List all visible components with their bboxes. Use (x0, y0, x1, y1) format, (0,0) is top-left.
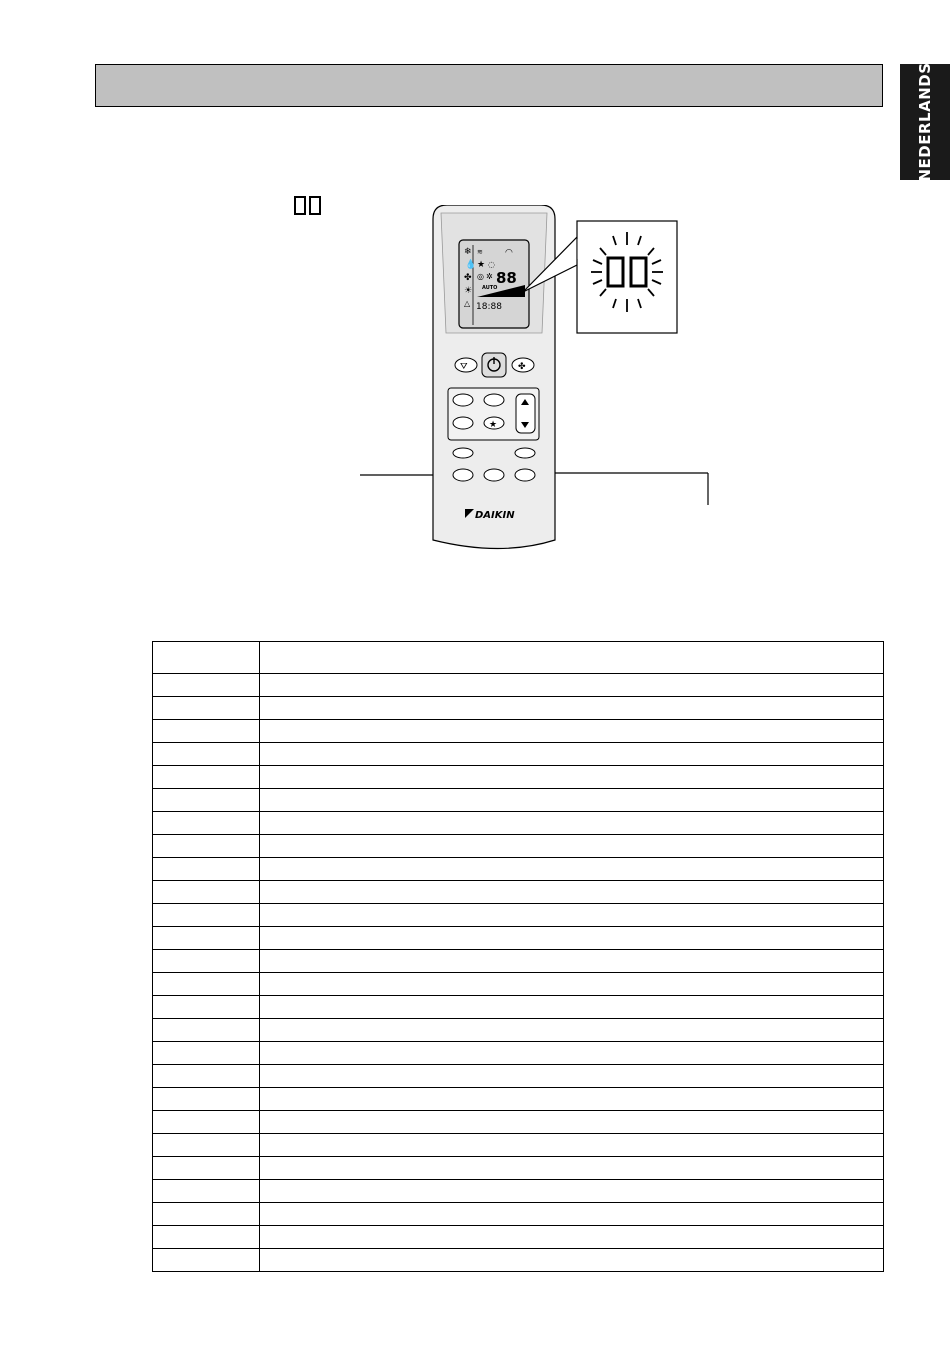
table-row (153, 697, 884, 720)
table-cell-description (260, 812, 884, 835)
table-row (153, 766, 884, 789)
table-row (153, 674, 884, 697)
lower-button-right (515, 448, 535, 458)
panel-button-1 (453, 394, 473, 406)
table-cell-code (153, 927, 260, 950)
section-header-bar (95, 64, 883, 107)
table-cell-code (153, 674, 260, 697)
table-cell-description (260, 1249, 884, 1272)
star-icon: ★ (489, 420, 498, 430)
remote-control-illustration (355, 205, 715, 555)
table-cell-code (153, 1111, 260, 1134)
lcd-temperature: 88 (496, 269, 517, 287)
table-cell-code (153, 1065, 260, 1088)
panel-button-3 (453, 417, 473, 429)
table-cell-code (153, 858, 260, 881)
table-cell-code (153, 1042, 260, 1065)
lcd-sun-icon: ☀ (464, 286, 473, 296)
error-codes-table (152, 641, 884, 1272)
table-cell-code (153, 904, 260, 927)
bottom-button-middle (484, 469, 504, 481)
table-cell-description (260, 950, 884, 973)
table-cell-code (153, 1226, 260, 1249)
table-cell-code (153, 1203, 260, 1226)
table-cell-description (260, 1203, 884, 1226)
seven-segment-00-icon (293, 195, 323, 217)
table-cell-code (153, 789, 260, 812)
table-cell-description (260, 1226, 884, 1249)
table-cell-description (260, 858, 884, 881)
bottom-button-right (515, 469, 535, 481)
table-row (153, 858, 884, 881)
language-label: NEDERLANDS (916, 62, 934, 182)
table-row (153, 1019, 884, 1042)
table-row (153, 1249, 884, 1272)
table-cell-description (260, 835, 884, 858)
lcd-drop-icon: 💧 (465, 260, 477, 270)
table-row (153, 1065, 884, 1088)
lcd-drop-outline-icon: ◌ (488, 260, 495, 269)
lcd-swing-icon: ≋ (477, 248, 483, 256)
table-row (153, 835, 884, 858)
lcd-star-icon: ★ (477, 260, 486, 270)
table-cell-description (260, 1157, 884, 1180)
table-row (153, 1203, 884, 1226)
table-cell-code (153, 1134, 260, 1157)
lcd-auto-label: AUTO (482, 285, 498, 291)
table-cell-code (153, 720, 260, 743)
table-cell-description (260, 1065, 884, 1088)
table-cell-description (260, 996, 884, 1019)
table-cell-description (260, 674, 884, 697)
table-cell-code (153, 1019, 260, 1042)
table-cell-description (260, 1111, 884, 1134)
language-tab (900, 64, 950, 180)
table-row (153, 1226, 884, 1249)
table-cell-description (260, 789, 884, 812)
bottom-button-left (453, 469, 473, 481)
lcd-warning-icon: △ (464, 299, 471, 308)
panel-button-2 (484, 394, 504, 406)
table-cell-code (153, 1180, 260, 1203)
lcd-wifi-icon: ◠ (505, 248, 513, 258)
table-cell-description (260, 1180, 884, 1203)
table-row (153, 996, 884, 1019)
table-row (153, 950, 884, 973)
lcd-fan-icon: ✤ (464, 273, 472, 283)
table-row (153, 1111, 884, 1134)
table-row (153, 1134, 884, 1157)
table-cell-description (260, 927, 884, 950)
table-row (153, 927, 884, 950)
table-cell-description (260, 1088, 884, 1111)
table-row (153, 789, 884, 812)
table-cell-code (153, 835, 260, 858)
table-cell-code (153, 743, 260, 766)
table-cell-description (260, 1042, 884, 1065)
table-cell-description (260, 881, 884, 904)
table-row (153, 1042, 884, 1065)
table-row (153, 904, 884, 927)
table-row (153, 720, 884, 743)
table-cell-code (153, 812, 260, 835)
table-cell-description (260, 1134, 884, 1157)
table-cell-description (260, 1019, 884, 1042)
table-row (153, 743, 884, 766)
table-row (153, 1157, 884, 1180)
table-row (153, 812, 884, 835)
brand-logo: DAIKIN (475, 510, 515, 521)
table-cell-description (260, 743, 884, 766)
table-cell-code (153, 1249, 260, 1272)
table-cell-description (260, 973, 884, 996)
table-cell-code (153, 950, 260, 973)
mode-icon: ⛛ (460, 362, 468, 372)
table-cell-code (153, 697, 260, 720)
table-cell-code (153, 1157, 260, 1180)
table-cell-description (260, 904, 884, 927)
table-header-row (153, 642, 884, 674)
table-row (153, 1088, 884, 1111)
power-button (482, 353, 506, 377)
table-header-description (260, 642, 884, 674)
fan-icon: ✤ (518, 362, 526, 372)
lcd-clock: 18:88 (476, 302, 502, 312)
table-header-code (153, 642, 260, 674)
table-row (153, 973, 884, 996)
table-cell-description (260, 720, 884, 743)
table-cell-description (260, 697, 884, 720)
table-cell-code (153, 881, 260, 904)
table-row (153, 1180, 884, 1203)
table-cell-code (153, 1088, 260, 1111)
table-cell-code (153, 996, 260, 1019)
lower-button-left (453, 448, 473, 458)
table-row (153, 881, 884, 904)
lcd-gear-icon: ✲ (486, 272, 493, 281)
table-cell-code (153, 973, 260, 996)
table-cell-description (260, 766, 884, 789)
lcd-eco-icon: ◎ (477, 272, 484, 281)
lcd-snowflake-icon: ❄ (464, 247, 472, 257)
table-cell-code (153, 766, 260, 789)
